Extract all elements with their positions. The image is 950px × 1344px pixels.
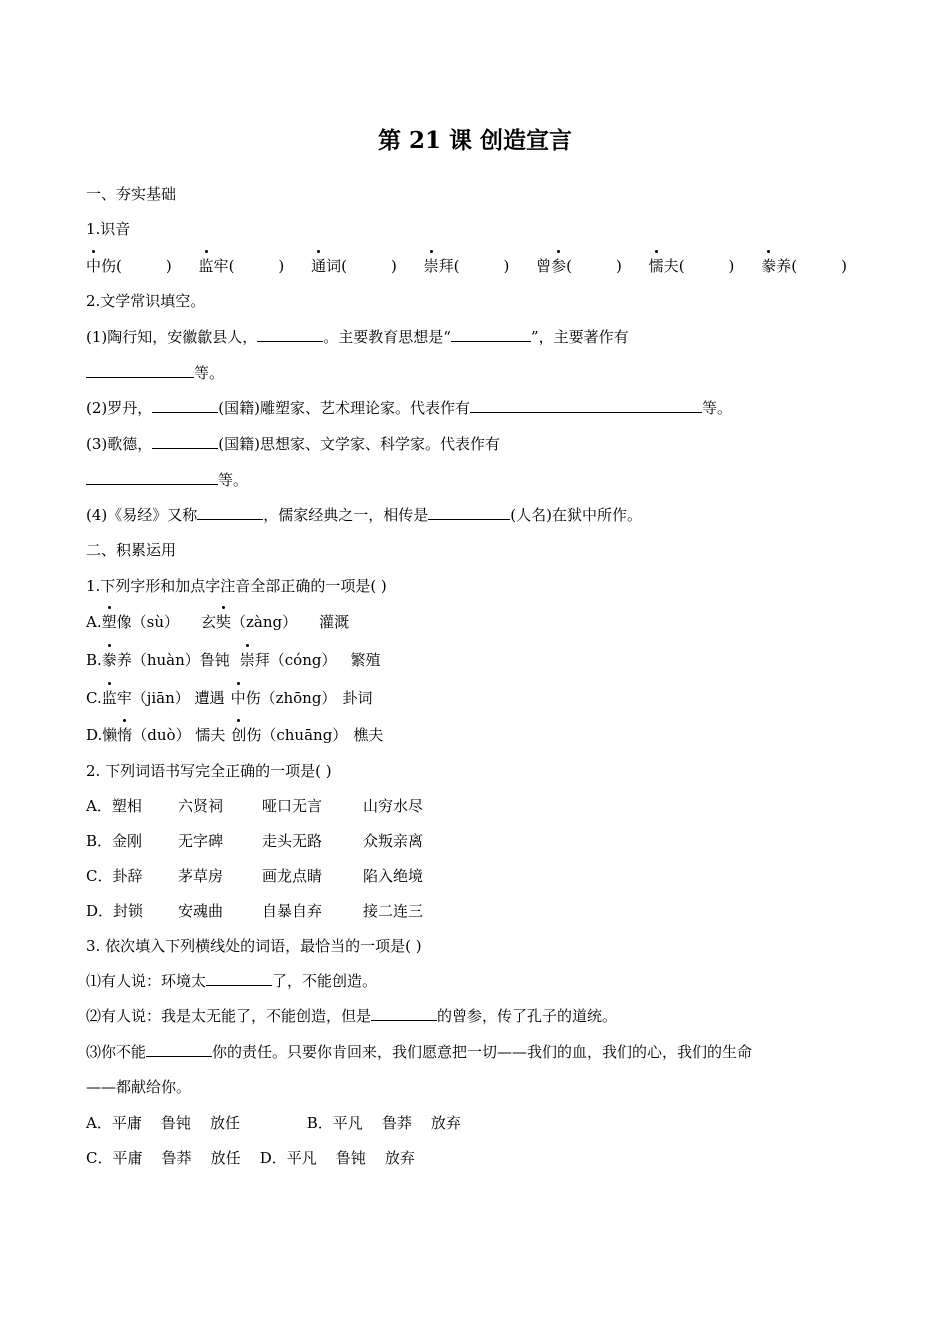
answer-blank[interactable] (371, 1005, 437, 1021)
mcq-1-option-c[interactable]: C.监牢（jiān） 遭遇 中伤（zhōng） 卦词 (86, 689, 373, 707)
answer-blank[interactable] (428, 504, 510, 520)
answer-blank[interactable] (197, 504, 263, 520)
mcq-2-option-c[interactable]: C．卦辞 茅草房 画龙点睛 陷入绝境 (86, 867, 424, 885)
question-2-1-cont: 等。 (86, 362, 224, 384)
page-title: 第 21 课 创造宣言 (377, 127, 573, 154)
mcq-3-sentence-3: ⑶你不能 你的责任。只要你肯回来，我们愿意把一切——我们的血，我们的心，我们的生命 (86, 1043, 753, 1061)
mcq-1-option-a[interactable]: A.塑像（sù） 玄奘（zàng） 灌溉 (86, 613, 350, 631)
mcq-3-options-ab[interactable]: A．平庸 鲁钝 放任 B．平凡 鲁莽 放弃 (86, 1114, 461, 1132)
answer-blank[interactable] (206, 970, 272, 986)
answer-blank[interactable] (152, 433, 218, 449)
mcq-3-options-cd[interactable]: C．平庸 鲁莽 放任 D．平凡 鲁钝 放弃 (86, 1149, 415, 1167)
word-item: 曾参( ) (536, 257, 622, 275)
answer-blank[interactable] (470, 397, 702, 413)
answer-blank[interactable] (257, 326, 323, 342)
answer-blank[interactable] (451, 326, 531, 342)
mcq-3-stem: 3. 依次填入下列横线处的词语，最恰当的一项是( ) (86, 937, 422, 955)
word-item: 豢养( ) (761, 257, 847, 275)
mcq-1-option-d[interactable]: D.懒惰（duò） 懦夫 创伤（chuāng） 樵夫 (86, 726, 384, 744)
mcq-2-option-b[interactable]: B．金刚 无字碑 走头无路 众叛亲离 (86, 832, 424, 850)
mcq-1-stem: 1.下列字形和加点字注音全部正确的一项是( ) (86, 577, 387, 595)
mcq-3-sentence-2: ⑵有人说：我是太无能了，不能创造，但是 的曾参，传了孔子的道统。 (86, 1007, 618, 1025)
question-2-3-cont: 等。 (86, 469, 248, 491)
question-2-4: (4)《易经》又称 ，儒家经典之一，相传是 (人名)在狱中所作。 (86, 506, 642, 524)
question-2-label: 2.文学常识填空。 (86, 292, 206, 310)
question-2-3: (3)歌德， (国籍)思想家、文学家、科学家。代表作有 (86, 435, 500, 453)
mcq-1-option-b[interactable]: B.豢养（huàn）鲁钝 崇拜（cóng） 繁殖 (86, 651, 381, 669)
word-item: 中伤( ) (86, 257, 172, 275)
word-item: 崇拜( ) (423, 257, 510, 275)
mcq-2-option-d[interactable]: D．封锁 安魂曲 自暴自弃 接二连三 (86, 902, 424, 920)
word-item: 通词( ) (311, 257, 397, 275)
answer-blank[interactable] (86, 362, 194, 378)
section-heading-practice: 二、积累运用 (86, 541, 177, 559)
mcq-3-sentence-3-cont: ——都献给你。 (86, 1078, 192, 1096)
mcq-3-sentence-1: ⑴有人说：环境太 了，不能创造。 (86, 972, 378, 990)
answer-blank[interactable] (152, 397, 218, 413)
question-2-2: (2)罗丹， (国籍)雕塑家、艺术理论家。代表作有 等。 (86, 399, 732, 417)
mcq-2-option-a[interactable]: A．塑相 六贤祠 哑口无言 山穷水尽 (86, 797, 424, 815)
word-item: 懦夫( ) (648, 257, 735, 275)
section-heading-basics: 一、夯实基础 (86, 185, 177, 203)
pronunciation-row (86, 255, 847, 277)
question-1-label: 1.识音 (86, 220, 131, 238)
word-item: 监牢( ) (198, 257, 285, 275)
question-2-1: (1)陶行知，安徽歙县人， 。主要教育思想是“ ”，主要著作有 (86, 328, 629, 346)
answer-blank[interactable] (86, 469, 218, 485)
answer-blank[interactable] (146, 1041, 212, 1057)
mcq-2-stem: 2. 下列词语书写完全正确的一项是( ) (86, 762, 332, 780)
